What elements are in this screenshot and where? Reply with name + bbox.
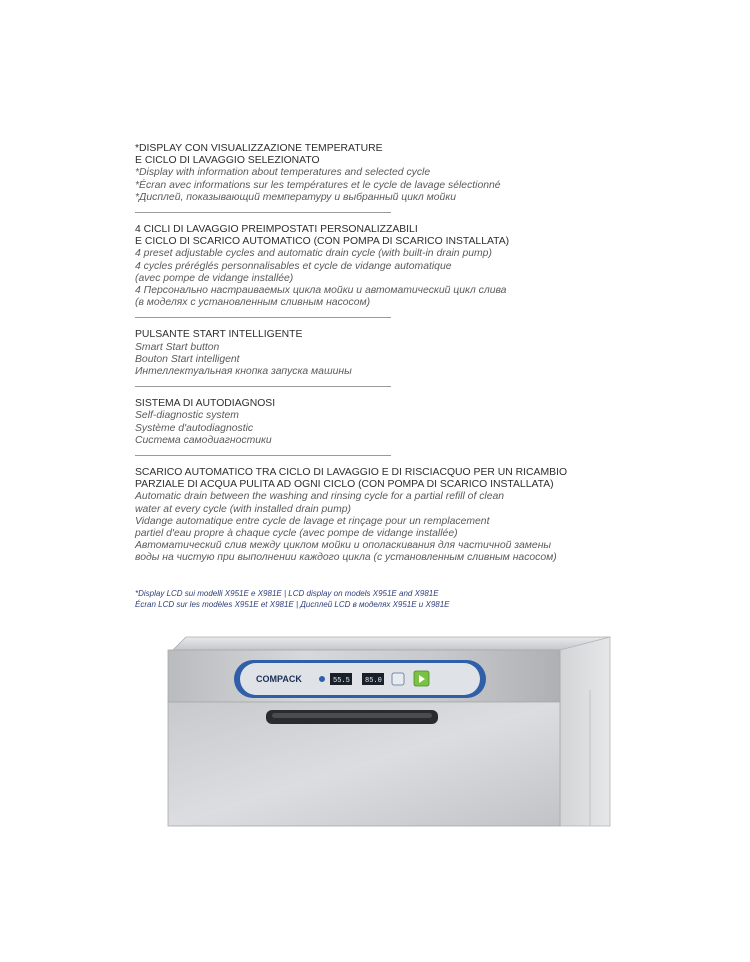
translation-fr: (avec pompe de vidange installée) [135,272,294,284]
translation-fr: *Écran avec informations sur les températures et le cycle de lavage sélectionné [135,179,501,191]
translation-fr: Vidange automatique entre cycle de lavage et rinçage pour un remplacement [135,515,490,527]
translation-en: Self-diagnostic system [135,410,239,422]
feature-title-line: *DISPLAY CON VISUALIZZAZIONE TEMPERATURE [135,143,383,154]
translation-ru: 4 Персонально настраиваемых цикла мойки и автоматический цикл слива [135,285,507,297]
feature-title-line: PARZIALE DI ACQUA PULITA AD OGNI CICLO (CON POMPA DI SCARICO INSTALLATA) [135,479,554,491]
translation-ru: Система самодиагностики [135,434,272,446]
translation-fr: partiel d'eau propre à chaque cycle (avec pompe de vidange installée) [135,528,458,540]
translation-ru: Автоматический слив между циклом мойки и ополаскивания для частичной замены [135,540,552,552]
translation-fr: Système d'autodiagnostic [135,422,254,434]
feature-title-line: E CICLO DI LAVAGGIO SELEZIONATO [135,155,320,167]
svg-text:85.0: 85.0 [365,677,382,685]
translation-ru: *Дисплей, показывающий температуру и выбранный цикл мойки [135,191,457,203]
translation-ru: воды на чистую при выполнении каждого цикла (с установленным сливным насосом) [135,552,557,564]
translation-en: *Display with information about temperatures and selected cycle [135,167,431,179]
translation-en: Automatic drain between the washing and rinsing cycle for a partial refill of clean [135,491,505,503]
feature-title-line: PULSANTE START INTELLIGENTE [135,329,303,341]
feature-title-line: E CICLO DI SCARICO AUTOMATICO (CON POMPA DI SCARICO INSTALLATA) [135,236,510,248]
lid [173,637,610,650]
cycle-icon [392,673,404,685]
translation-en: 4 preset adjustable cycles and automatic drain cycle (with built-in drain pump) [135,248,492,260]
translation-ru: (в моделях с установленным сливным насосом) [135,297,371,309]
feature-title-line: 4 CICLI DI LAVAGGIO PREIMPOSTATI PERSONALIZZABILI [135,224,418,236]
feature-title-line: SCARICO AUTOMATICO TRA CICLO DI LAVAGGIO E DI RISCIACQUO PER UN RICAMBIO [135,467,568,479]
translation-en: Smart Start button [135,341,220,353]
translation-fr: 4 cycles préréglés personnalisables et cycle de vidange automatique [135,260,452,272]
translation-fr: Bouton Start intelligent [135,353,240,365]
brand-logo: COMPACK [256,674,302,684]
translation-ru: Интеллектуальная кнопка запуска машины [135,366,352,378]
footnote-line: *Display LCD sui modelli X951E e X981E | LCD display on models X951E and X981E [135,589,439,598]
translation-en: water at every cycle (with installed drain pump) [135,503,351,515]
footnote-line: Écran LCD sur les modèles X951E et X981E | Дисплей LCD в моделях X951E и X981E [135,599,450,609]
svg-text:55.5: 55.5 [333,677,350,685]
side-panel [560,637,610,826]
feature-title-line: SISTEMA DI AUTODIAGNOSI [135,398,276,410]
